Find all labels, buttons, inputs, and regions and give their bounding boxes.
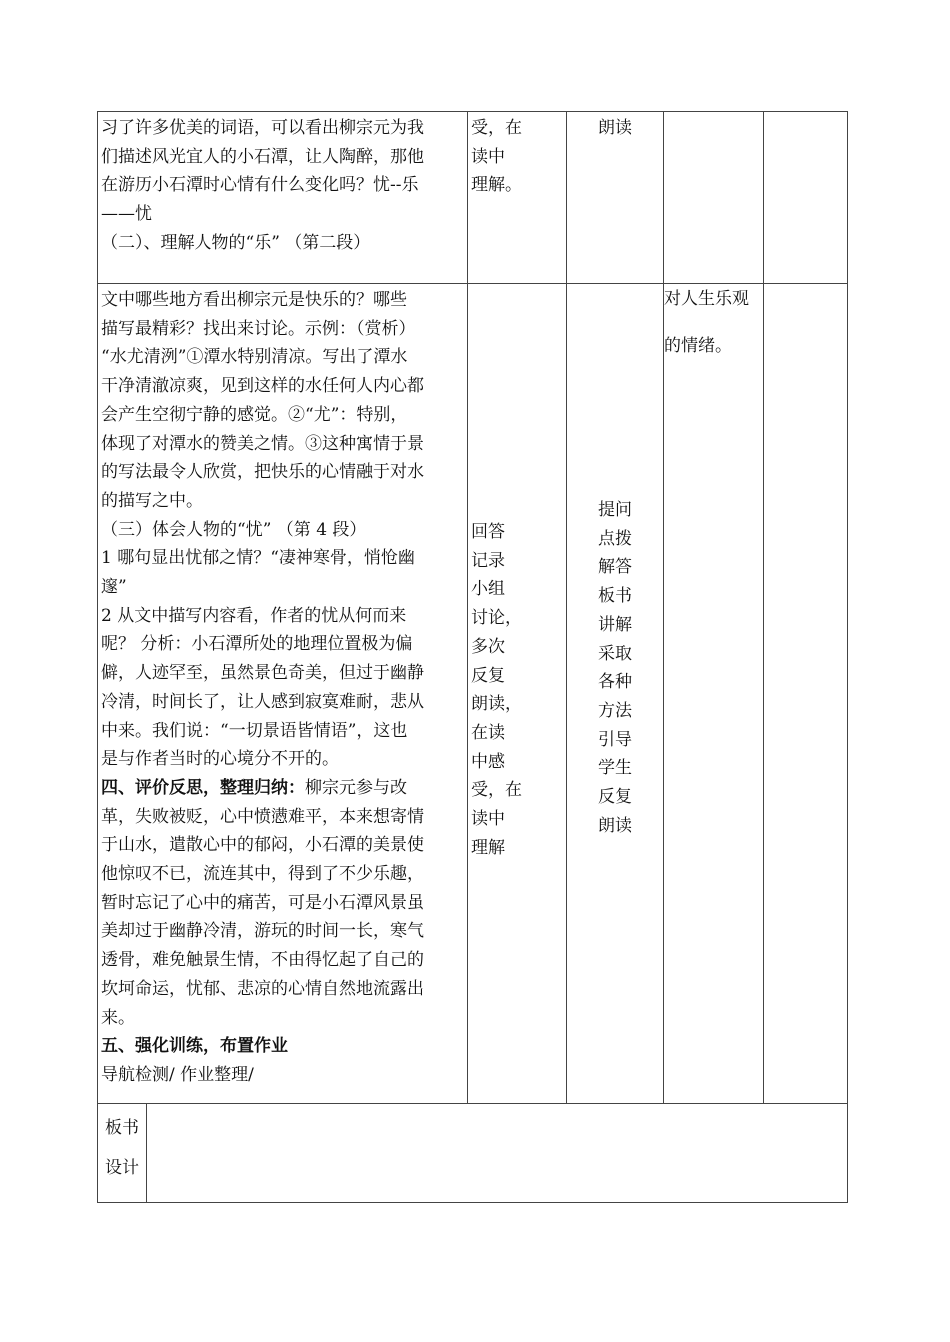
text-line: 方法 <box>598 700 632 721</box>
section-heading: （二）、理解人物的“乐” （第二段） <box>101 232 371 253</box>
text-line: 呢？ 分析：小石潭所处的地理位置极为偏 <box>101 634 413 655</box>
note-cell <box>764 112 848 284</box>
text-line: 他惊叹不已，流连其中，得到了不少乐趣， <box>101 864 424 885</box>
text-line: ——忧 <box>101 204 152 225</box>
text-line: 会产生空彻宁静的感觉。②“尤”：特别， <box>101 404 408 425</box>
text-line: 反复 <box>471 665 505 686</box>
teacher-activity-cell <box>567 284 664 1104</box>
text-line: 革，失败被贬，心中愤懑难平，本来想寄情 <box>101 806 424 827</box>
teacher-activity-cell <box>567 112 664 284</box>
student-activity-cell <box>468 284 567 1104</box>
text-line: 提问 <box>598 500 632 520</box>
text-line: 朗读 <box>598 815 632 836</box>
text-line: 习了许多优美的词语，可以看出柳宗元为我 <box>101 118 424 138</box>
text-line: 朗读， <box>471 694 522 715</box>
text-line: 板书 <box>105 1118 139 1138</box>
text-line: 讲解 <box>598 614 632 635</box>
text-line: 文中哪些地方看出柳宗元是快乐的？哪些 <box>101 290 407 310</box>
text-line: 中感 <box>471 751 505 772</box>
text-line: “水尤清洌”①潭水特别清凉。写出了潭水 <box>101 347 408 368</box>
text-line: 柳宗元参与改 <box>305 777 407 798</box>
text-line: 小组 <box>471 579 505 600</box>
text-line: 点拨 <box>598 528 632 549</box>
text-line: 干净清澈凉爽，见到这样的水任何人内心都 <box>101 376 424 397</box>
content-cell <box>98 284 468 1104</box>
text-line: 美却过于幽静冷清，游玩的时间一长，寒气 <box>101 921 424 942</box>
text-line: 理解。 <box>471 175 522 196</box>
homework-line: 导航检测/ 作业整理/ <box>101 1064 254 1085</box>
section-heading: （三）体会人物的“忧” （第 4 段） <box>101 519 367 540</box>
student-activity-cell <box>468 112 567 284</box>
text-line: 暂时忘记了心中的痛苦，可是小石潭风景虽 <box>101 892 424 913</box>
goal-cell <box>664 112 764 284</box>
board-design-label <box>98 1104 147 1202</box>
table-row <box>98 1104 848 1203</box>
text-line: 板书 <box>598 586 632 607</box>
text-line: 体现了对潭水的赞美之情。③这种寓情于景 <box>101 433 424 454</box>
text-line: 学生 <box>598 758 632 779</box>
text-line: 于山水，遣散心中的郁闷，小石潭的美景使 <box>101 835 424 856</box>
text-line: 多次 <box>471 636 505 657</box>
lesson-plan-table <box>97 111 848 1203</box>
text-line: 受，在 <box>471 780 522 801</box>
text-line: 受，在 <box>471 118 522 138</box>
text-line: 的情绪。 <box>664 336 732 356</box>
text-line: 在游历小石潭时心情有什么变化吗？忧--乐 <box>101 175 419 196</box>
text-line: 透骨，难免触景生情，不由得忆起了自己的 <box>101 950 424 971</box>
text-line: 读中 <box>471 809 505 830</box>
text-line: 2 从文中描写内容看，作者的忧从何而来 <box>101 605 407 626</box>
summary-heading: 四、评价反思，整理归纳： <box>101 777 305 798</box>
text-line: 坎坷命运，忧郁、悲凉的心情自然地流露出 <box>101 978 424 999</box>
text-line: 在读 <box>471 722 505 743</box>
text-line: 解答 <box>598 557 632 578</box>
text-line: 冷清，时间长了，让人感到寂寞难耐，悲从 <box>101 691 424 712</box>
board-design-content <box>147 1104 847 1202</box>
summary-paragraph <box>101 774 465 803</box>
homework-heading: 五、强化训练，布置作业 <box>101 1036 288 1057</box>
text-line: 反复 <box>598 787 632 808</box>
text-line: 来。 <box>101 1007 135 1028</box>
text-line: 各种 <box>598 672 632 693</box>
text-line: 1 哪句显出忧郁之情？“凄神寒骨，悄怆幽 <box>101 548 415 569</box>
table-row <box>98 112 848 284</box>
text-line: 读中 <box>471 146 505 167</box>
goal-cell <box>664 284 764 1104</box>
note-cell <box>764 284 848 1104</box>
text-line: 讨论， <box>471 608 522 629</box>
text-line: 对人生乐观 <box>664 289 749 309</box>
text-line: 回答 <box>471 522 505 542</box>
text-line: 理解 <box>471 837 505 858</box>
content-cell <box>98 112 468 284</box>
text-line: 的描写之中。 <box>101 490 203 511</box>
board-design-cell <box>98 1104 848 1203</box>
text-line: 中来。我们说：“一切景语皆情语”，这也 <box>101 720 408 741</box>
text-line: 设计 <box>105 1158 139 1178</box>
text-line: 采取 <box>598 643 632 664</box>
text-line: 邃” <box>101 577 127 598</box>
text-line: 僻，人迹罕至，虽然景色奇美，但过于幽静 <box>101 663 424 684</box>
text-line: 记录 <box>471 550 505 571</box>
text-line: 是与作者当时的心境分不开的。 <box>101 749 339 770</box>
table-row <box>98 284 848 1104</box>
text-line: 引导 <box>598 729 632 750</box>
text-line: 们描述风光宜人的小石潭，让人陶醉，那他 <box>101 146 424 167</box>
text-line: 的写法最令人欣赏，把快乐的心情融于对水 <box>101 462 424 483</box>
text-line: 朗读 <box>598 118 632 138</box>
text-line: 描写最精彩？找出来讨论。示例：（赏析） <box>101 318 416 339</box>
